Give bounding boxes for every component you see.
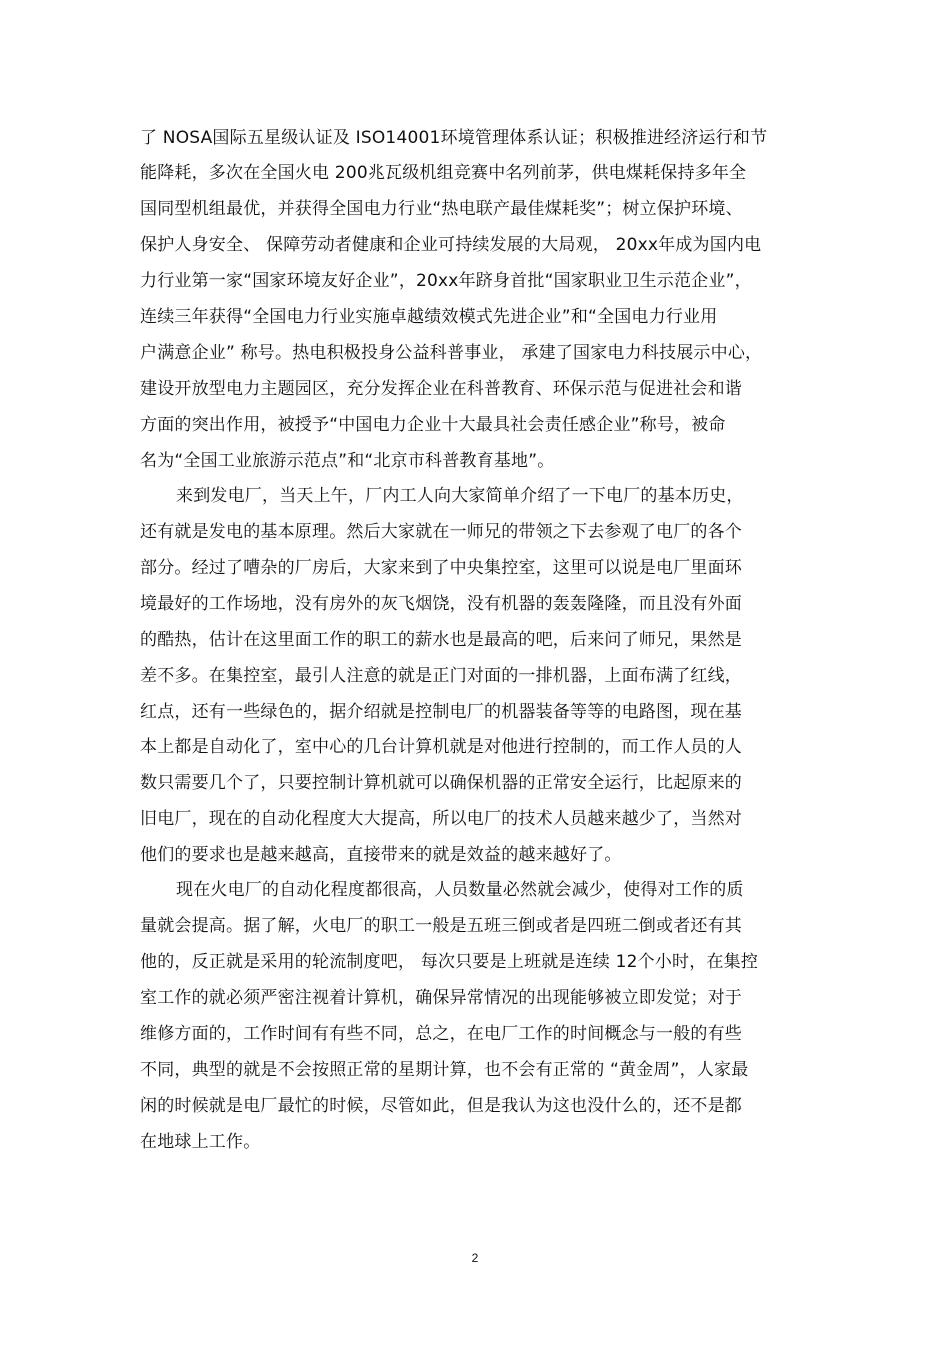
- text-line: 量就会提高。据了解，火电厂的职工一般是五班三倒或者是四班二倒或者还有其: [140, 916, 742, 936]
- text-line: 他的，反正就是采用的轮流制度吧， 每次只要是上班就是连续 12个小时，在集控: [140, 952, 759, 972]
- text-line: 户满意企业” 称号。热电积极投身公益科普事业， 承建了国家电力科技展示中心，: [140, 343, 763, 363]
- text-line: 方面的突出作用，被授予“中国电力企业十大最具社会责任感企业”称号，被命: [140, 415, 726, 435]
- text-line: 保护人身安全、 保障劳动者健康和企业可持续发展的大局观， 20xx年成为国内电: [140, 235, 762, 255]
- text-line: 本上都是自动化了，室中心的几台计算机就是对他进行控制的，而工作人员的人: [140, 737, 742, 757]
- text-line: 境最好的工作场地，没有房外的灰飞烟饶，没有机器的轰轰隆隆，而且没有外面: [140, 594, 742, 614]
- text-line: 名为“全国工业旅游示范点”和“北京市科普教育基地”。: [140, 451, 555, 471]
- paragraph-first-line: 现在火电厂的自动化程度都很高，人员数量必然就会减少，使得对工作的质: [176, 880, 744, 900]
- text-line: 能降耗，多次在全国火电 200兆瓦级机组竞赛中名列前茅，供电煤耗保持多年全: [140, 163, 747, 183]
- text-line: 数只需要几个了，只要控制计算机就可以确保机器的正常安全运行，比起原来的: [140, 773, 742, 793]
- text-line: 国同型机组最优，并获得全国电力行业“热电联产最佳煤耗奖”；树立保护环境、: [140, 199, 743, 219]
- text-line: 的酷热，估计在这里面工作的职工的薪水也是最高的吧，后来问了师兄，果然是: [140, 630, 742, 650]
- text-line: 闲的时候就是电厂最忙的时候，尽管如此，但是我认为这也没什么的，还不是都: [140, 1096, 742, 1116]
- text-line: 了 NOSA国际五星级认证及 ISO14001环境管理体系认证；积极推进经济运行和节: [140, 128, 768, 148]
- text-line: 他们的要求也是越来越高，直接带来的就是效益的越来越好了。: [140, 845, 622, 865]
- text-line: 力行业第一家“国家环境友好企业”，20xx年跻身首批“国家职业卫生示范企业”，: [140, 271, 752, 291]
- text-line: 室工作的就必须严密注视着计算机，确保异常情况的出现能够被立即发觉；对于: [140, 988, 742, 1008]
- page-number: 2: [471, 1251, 479, 1265]
- text-line: 还有就是发电的基本原理。然后大家就在一师兄的带领之下去参观了电厂的各个: [140, 522, 742, 542]
- text-line: 部分。经过了嘈杂的厂房后，大家来到了中央集控室，这里可以说是电厂里面环: [140, 558, 742, 578]
- text-line: 差不多。在集控室，最引人注意的就是正门对面的一排机器，上面布满了红线，: [140, 666, 742, 686]
- text-line: 旧电厂，现在的自动化程度大大提高，所以电厂的技术人员越来越少了，当然对: [140, 809, 742, 829]
- paragraph-first-line: 来到发电厂，当天上午，厂内工人向大家简单介绍了一下电厂的基本历史，: [176, 486, 744, 506]
- text-line: 在地球上工作。: [140, 1132, 261, 1152]
- text-line: 红点，还有一些绿色的，据介绍就是控制电厂的机器装备等等的电路图，现在基: [140, 702, 742, 722]
- text-line: 不同，典型的就是不会按照正常的星期计算，也不会有正常的 “黄金周”，人家最: [140, 1060, 749, 1080]
- text-line: 维修方面的，工作时间有有些不同，总之，在电厂工作的时间概念与一般的有些: [140, 1024, 742, 1044]
- text-line: 建设开放型电力主题园区，充分发挥企业在科普教育、环保示范与促进社会和谐: [140, 379, 742, 399]
- text-line: 连续三年获得“全国电力行业实施卓越绩效模式先进企业”和“全国电力行业用: [140, 307, 718, 327]
